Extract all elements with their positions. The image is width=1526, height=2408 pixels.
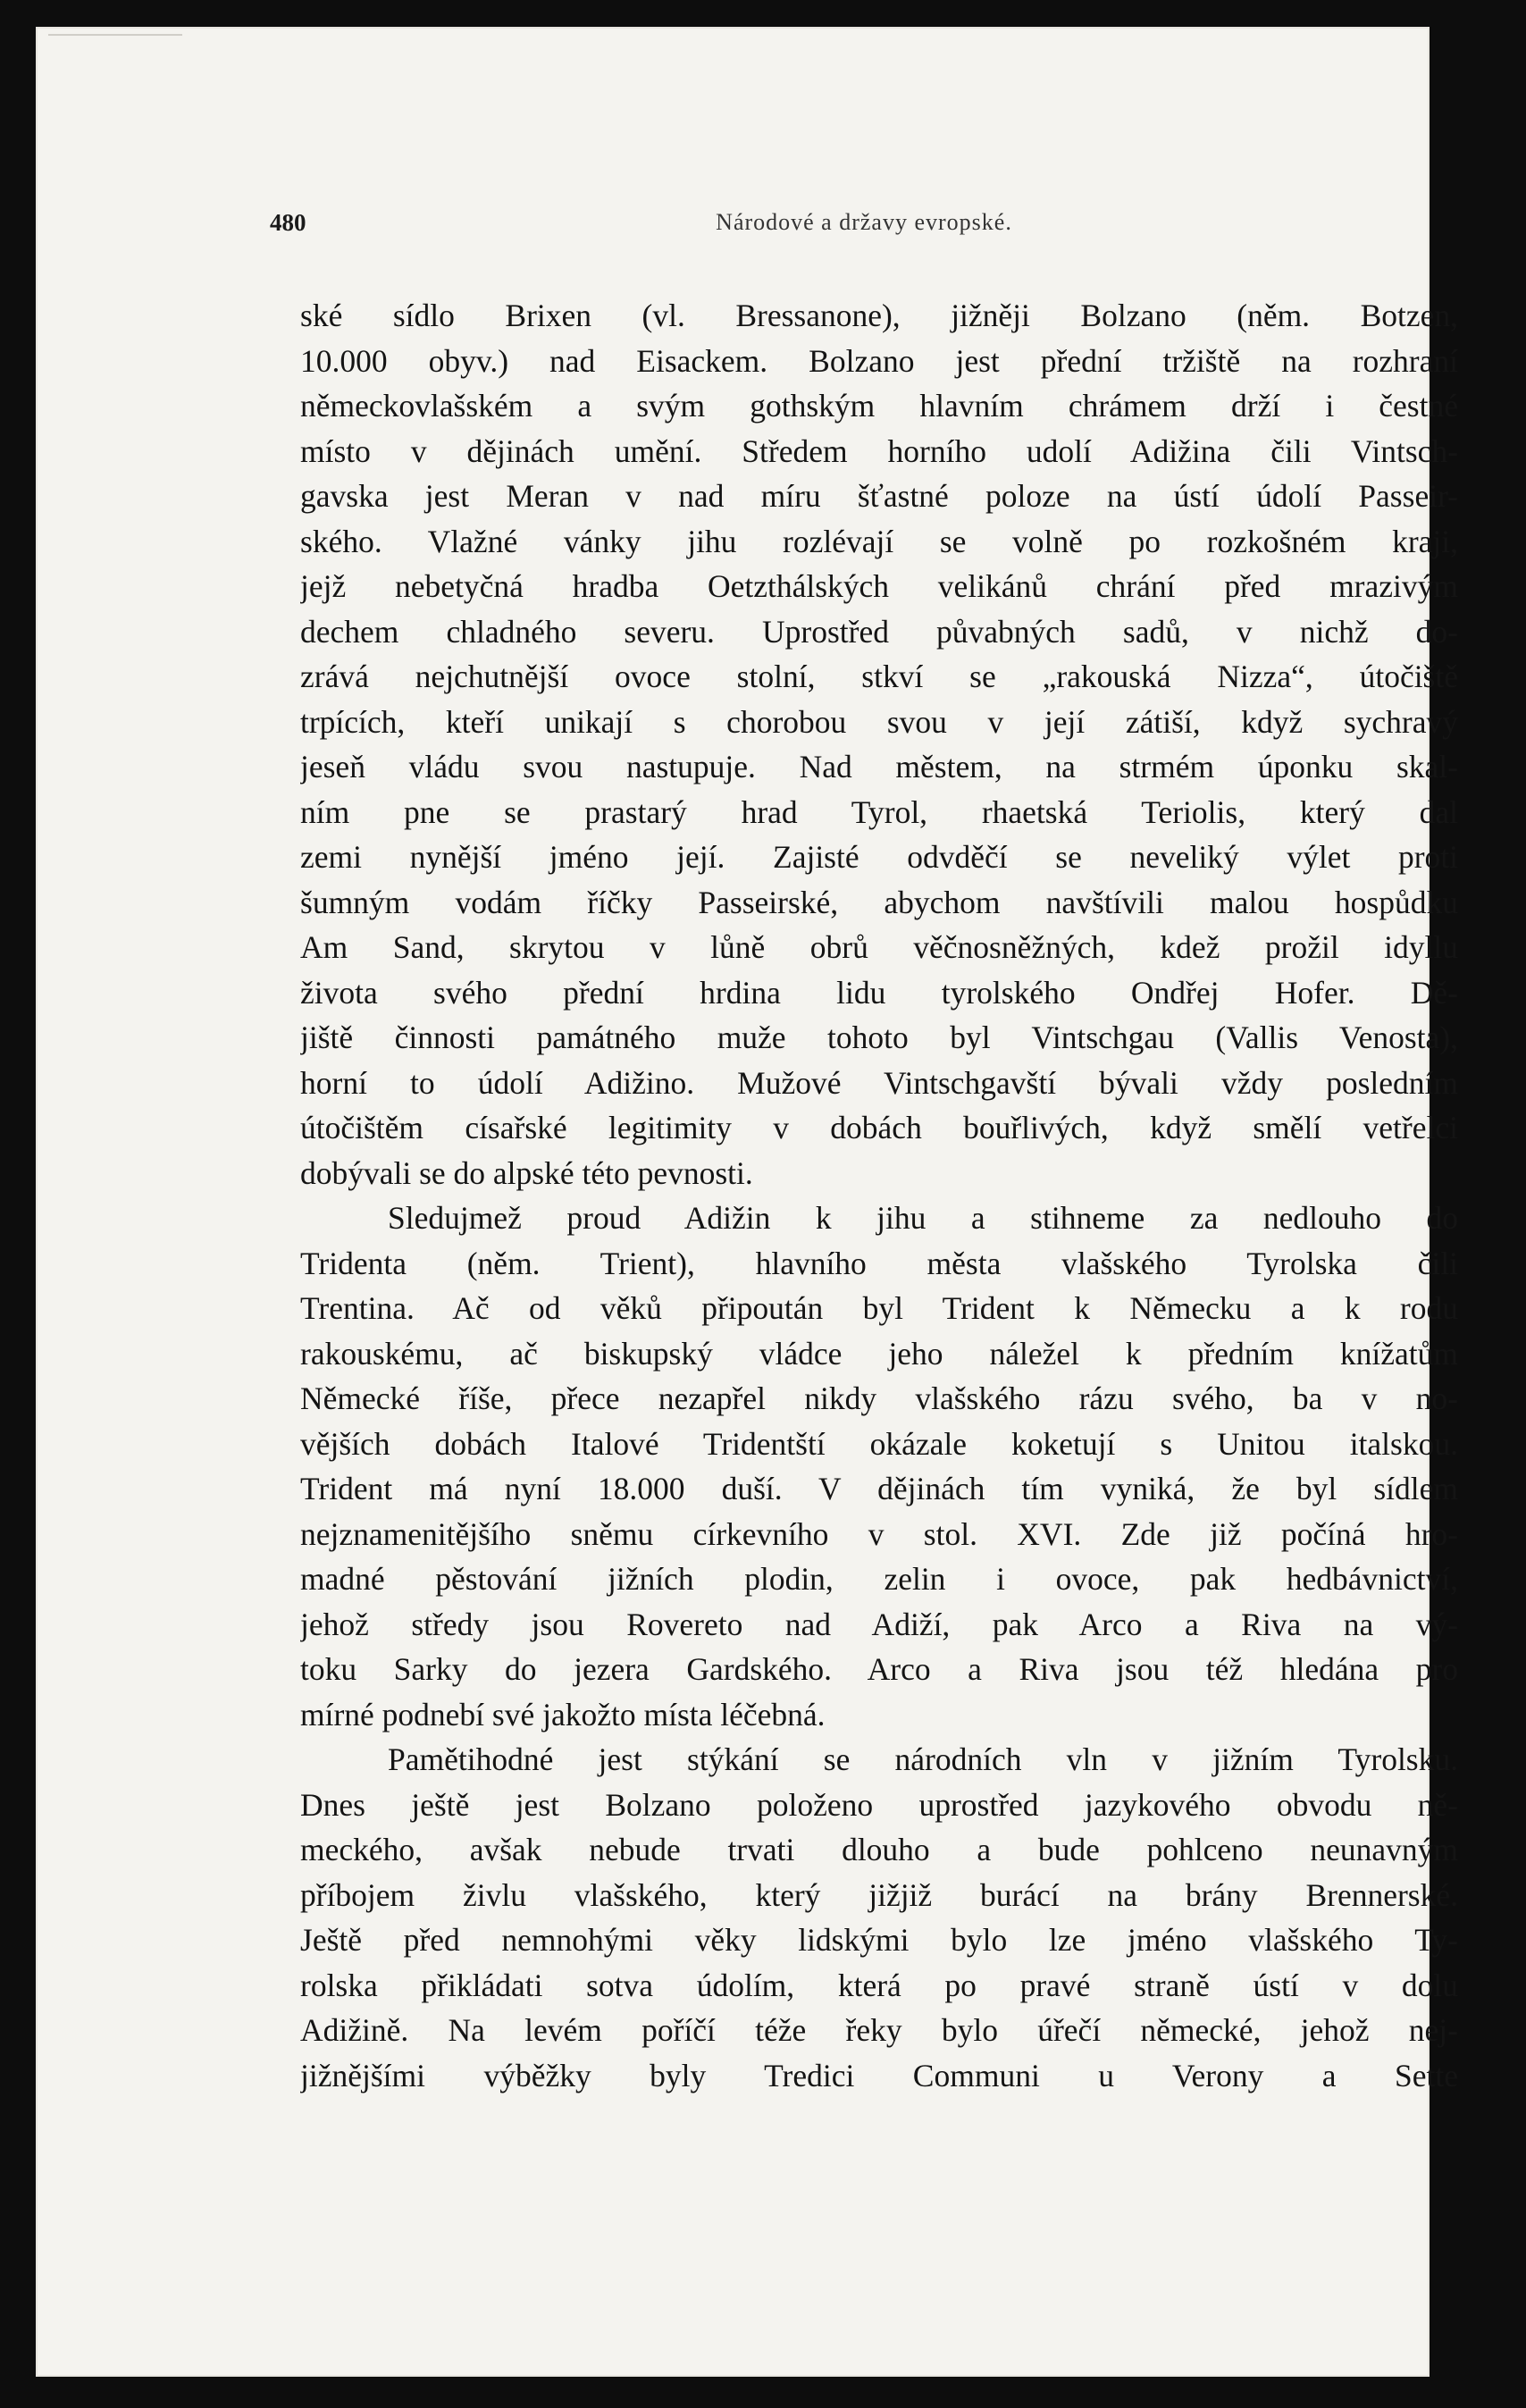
running-title: Národové a državy evropské. — [716, 209, 1012, 235]
book-page — [36, 27, 1458, 2377]
text-line: života svého přední hrdina lidu tyrolského Ondřej Hofer. Dě- — [300, 974, 1458, 1011]
text-line: útočištěm císařské legitimity v dobách bouřlivých, když smělí vetřelci — [300, 1110, 1458, 1145]
text-line: německovlašském a svým gothským hlavním chrámem drží i čestné — [300, 388, 1458, 424]
text-line: ním pne se prastarý hrad Tyrol, rhaetská Teriolis, který dal — [300, 793, 1458, 830]
text-line: jejž nebetyčná hradba Oetzthálských velikánů chrání před mrazivým — [300, 568, 1458, 604]
text-line: trpících, kteří unikají s chorobou svou v její zátiší, když sychravý — [300, 703, 1458, 740]
text-line: mírné podnebí své jakožto místa léčebná. — [300, 1696, 826, 1733]
text-line: toku Sarky do jezera Gardského. Arco a Riva jsou též hledána pro — [300, 1651, 1458, 1687]
text-line: Německé říše, přece nezapřel nikdy vlašského rázu svého, ba v no- — [300, 1380, 1458, 1416]
text-line: Ještě před nemnohými věky lidskými bylo lze jméno vlašského Ty- — [300, 1922, 1458, 1958]
text-line: jižnějšími výběžky byly Tredici Communi u Verony a Sette — [300, 2057, 1458, 2093]
text-line: zemi nynější jméno její. Zajisté odvděčí se neveliký výlet proti — [300, 839, 1458, 875]
text-line: ského. Vlažné vánky jihu rozlévají se volně po rozkošném kraji, — [300, 523, 1458, 559]
text-line: místo v dějinách umění. Středem horního udolí Adižina čili Vintsch- — [300, 432, 1458, 469]
text-line: nejznamenitějšího sněmu církevního v stol. XVI. Zde již počíná hro- — [300, 1515, 1458, 1552]
page-edge-mark — [48, 34, 182, 36]
text-line: gavska jest Meran v nad míru šťastné poloze na ústí údolí Passeir- — [300, 478, 1458, 514]
text-line: příbojem živlu vlašského, který jižjiž burácí na brány Brennerské. — [300, 1876, 1458, 1913]
text-line: rolska přikládati sotva údolím, která po pravé straně ústí v dolu — [300, 1967, 1458, 2003]
text-line: ské sídlo Brixen (vl. Bressanone), jižněji Bolzano (něm. Botzen, — [300, 298, 1458, 333]
text-line: madné pěstování jižních plodin, zelin i ovoce, pak hedbávnictví, — [300, 1561, 1458, 1597]
body-text — [300, 293, 1458, 2098]
text-line: Am Sand, skrytou v lůně obrů věčnosněžných, kdež prožil idyllu — [300, 929, 1458, 965]
page-number: 480 — [270, 209, 306, 236]
text-line: jeseň vládu svou nastupuje. Nad městem, na strmém úponku skal- — [300, 749, 1458, 784]
text-line: rakouskému, ač biskupský vládce jeho náležel k předním knížatům — [300, 1335, 1458, 1372]
page-header — [270, 209, 1458, 241]
text-line: Tridenta (něm. Trient), hlavního města vlašského Tyrolska čili — [300, 1245, 1458, 1281]
text-line: zrává nejchutnější ovoce stolní, stkví se „rakouská Nizza“, útočiště — [300, 659, 1458, 694]
text-line: Pamětihodné jest stýkání se národních vln v jižním Tyrolsku. — [388, 1741, 1458, 1777]
text-line: Sledujmež proud Adižin k jihu a stihneme za nedlouho do — [388, 1200, 1458, 1236]
text-line: meckého, avšak nebude trvati dlouho a bude pohlceno neunavným — [300, 1832, 1458, 1867]
text-line: 10.000 obyv.) nad Eisackem. Bolzano jest přední tržiště na rozhraní — [300, 342, 1458, 379]
text-line: Trident má nyní 18.000 duší. V dějinách tím vyniká, že byl sídlem — [300, 1471, 1458, 1506]
text-line: Trentina. Ač od věků připoután byl Trident k Německu a k rodu — [300, 1290, 1458, 1326]
text-line: dobývali se do alpské této pevnosti. — [300, 1154, 753, 1191]
text-line: jehož středy jsou Rovereto nad Adiží, pak Arco a Riva na vý- — [300, 1606, 1458, 1642]
text-line: Adižině. Na levém poříčí téže řeky bylo úřečí německé, jehož nej- — [300, 2012, 1458, 2048]
text-line: šumným vodám říčky Passeirské, abychom navštívili malou hospůdku — [300, 884, 1458, 920]
text-line: Dnes ještě jest Bolzano položeno uprostřed jazykového obvodu ně- — [300, 1786, 1458, 1823]
text-line: horní to údolí Adižino. Mužové Vintschgavští bývali vždy posledním — [300, 1064, 1458, 1101]
text-line: jiště činnosti památného muže tohoto byl Vintschgau (Vallis Venosta), — [300, 1019, 1458, 1055]
text-line: vějších dobách Italové Tridentští okázale koketují s Unitou italskou. — [300, 1425, 1458, 1462]
text-line: dechem chladného severu. Uprostřed půvabných sadů, v nichž do- — [300, 613, 1458, 650]
